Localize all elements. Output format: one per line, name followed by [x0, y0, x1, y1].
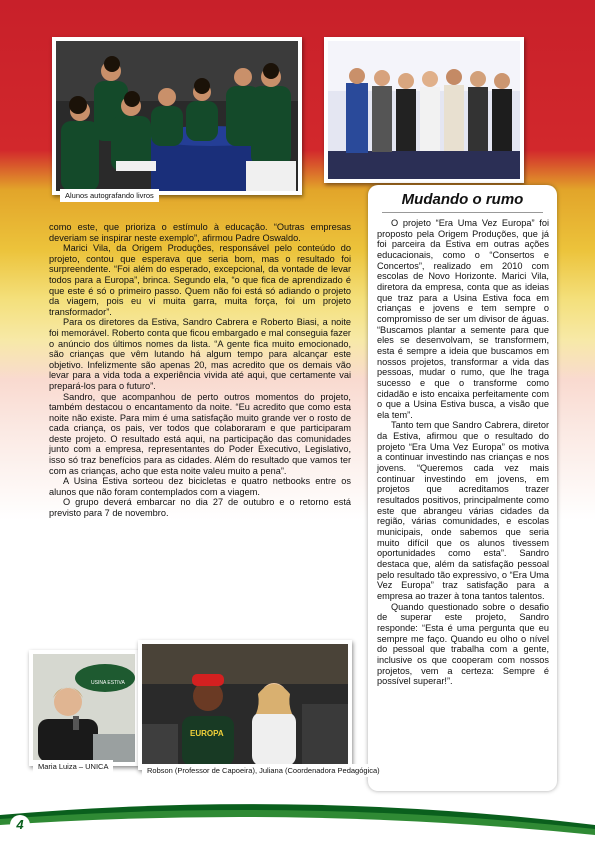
- photo-caption-students: Alunos autografando livros: [60, 189, 159, 202]
- article-paragraph: Marici Vila, da Origem Produções, responsável pelo conteúdo do projeto, contou que esperava que seria bom, mas o resultado foi surpreendente. “Foi além do esperado, excepcional, da vontade de levar todos para a Europa”, brinca. Segundo ela, “o que fica de aprendizado é que este é só o primeiro passo. Quem não foi está só adiando o projeto da viagem, pois eu vi muita garra, muita força, foi um projeto transformador”.: [49, 243, 351, 317]
- robson-juliana-illustration: [142, 644, 348, 766]
- sidebar-paragraph: Quando questionado sobre o desafio de superar este projeto, Sandro responde: “Esta é uma pergunta que eu sempre me faço. Quando eu olho o nível do pessoal que trabalha com a gente, inclusive os que cooperam com nossos projetos, vem a certeza: Sempre é possível superar!”.: [377, 601, 549, 687]
- sidebar-body: [377, 218, 549, 687]
- directors-group-illustration: [328, 41, 520, 179]
- article-paragraph: O grupo deverá embarcar no dia 27 de outubro e o retorno está previsto para 7 de novembro.: [49, 497, 351, 519]
- page-number: 4: [10, 815, 30, 835]
- students-signing-illustration: [56, 41, 298, 191]
- usina-logo-text: USINA ESTIVA: [91, 680, 125, 686]
- sidebar-box: [368, 185, 557, 791]
- europa-banner-text: EUROPA: [190, 729, 224, 738]
- photo-robson-juliana-image: [142, 644, 348, 766]
- sidebar-title-divider: [382, 212, 543, 213]
- article-paragraph: A Usina Estiva sorteou dez bicicletas e quatro netbooks entre os alunos que não foram contemplados com a viagem.: [49, 476, 351, 497]
- article-paragraph: como este, que prioriza o estímulo à educação. “Outras empresas deveriam se inspirar neste exemplo”, afirmou Padre Oswaldo.: [49, 222, 351, 243]
- photo-maria-luiza: [29, 650, 139, 766]
- maria-luiza-illustration: [33, 654, 135, 762]
- photo-robson-juliana: [138, 640, 352, 770]
- photo-students-signing: [52, 37, 302, 195]
- photo-caption-robson-juliana: Robson (Professor de Capoeira), Juliana (Coordenadora Pedagógica): [142, 764, 385, 777]
- photo-directors-group: [324, 37, 524, 183]
- photo-caption-maria-luiza: Maria Luiza – UNICA: [33, 760, 113, 773]
- photo-directors-group-image: [328, 41, 520, 179]
- article-paragraph: Para os diretores da Estiva, Sandro Cabrera e Roberto Biasi, a noite foi memorável. Roberto conta que ficou embargado e mal conseguia fazer o anúncio dos últimos nomes da lista. “A gente fica muito emocionado, são crianças que vêm lutando há algum tempo para alcançar este objetivo. Infelizmente são apenas 20, mas acredito que os demais vão levar para a vida toda a experiência vivida até aqui, que certamente vai prepará-los para o futuro”.: [49, 317, 351, 391]
- sidebar-paragraph: Tanto tem que Sandro Cabrera, diretor da Estiva, afirmou que o resultado do projeto “Era Uma Vez Europa” os motiva a continuar investindo nas crianças e nos jovens. “Queremos cada vez mais continuar investindo em jovens, em projetos que acreditamos trazer resultados positivos, principalmente como este que abrangeu várias cidades da região, várias comunidades, e escolas municipais, onde sabemos que seria muito difícil que os alunos tivessem oportunidades como esta”. Sandro destaca que, além da satisfação pessoal pelo resultado tão expressivo, o “Era Uma Vez Europa” traz satisfação para a empresa ao trazer à tona tantos talentos.: [377, 420, 549, 601]
- sidebar-paragraph: O projeto “Era Uma Vez Europa” foi proposto pela Origem Produções, que já foi parceira da Estiva em outras ações educacionais, como o “Consertos e Concertos”, realizado em 2010 com escolas de Novo Horizonte. Marici Vila, diretora da empresa, conta que as ideias que traz para a Usina Estiva foca em crianças e jovens e tem sempre o compromisso de ser um divisor de águas. “Buscamos plantar a semente para que eles se desenvolvam, se transformem, esta é sempre a ideia que buscamos em nossos projetos, transformar a vida das pessoas, mudar o rumo, que lhe traga sucesso e que o transforme como cidadão e isto encaixa perfeitamente com o que a Usina Estiva busca, a visão que ela tem”.: [377, 218, 549, 420]
- article-body: [49, 222, 351, 519]
- footer-swoosh: [0, 795, 595, 842]
- article-paragraph: Sandro, que acompanhou de perto outros momentos do projeto, também destacou o encantamento da noite. “Eu acredito que como esta noite não existe. Para mim é uma satisfação muito grande ver o rosto de cada criança, os pais, ver todos que colaboraram e que participaram deste projeto. O resultado está aqui, na participação das comunidades junto com a empresa, representantes do Poder Executivo, Legislativo, isso só traz benefícios para as cidades. Além do resultado que vamos ter com as crianças, acho que esta noite valeu muito a pena”.: [49, 391, 351, 476]
- sidebar-title: Mudando o rumo: [401, 191, 524, 208]
- photo-maria-luiza-image: [33, 654, 135, 762]
- photo-students-signing-image: [56, 41, 298, 191]
